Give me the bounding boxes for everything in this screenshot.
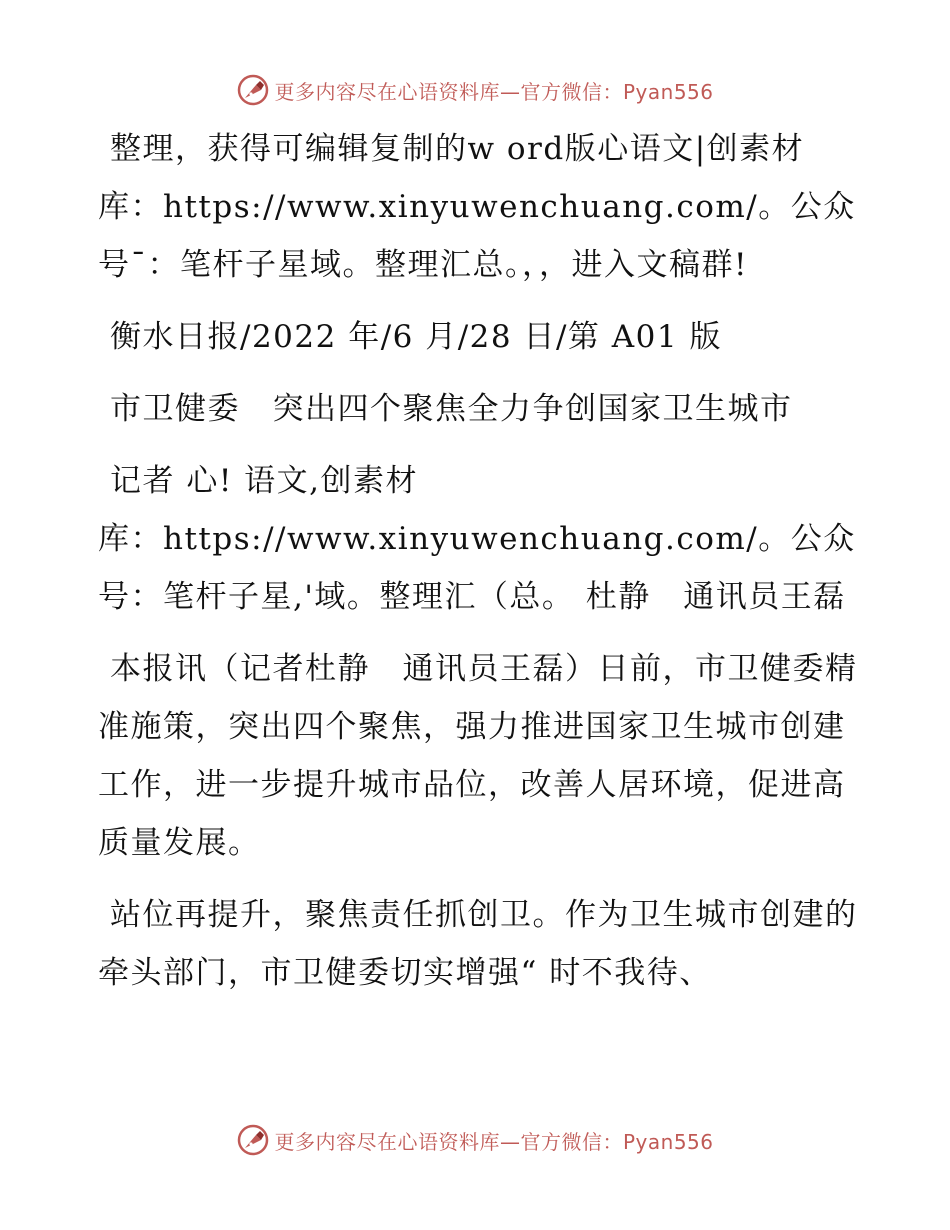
byline-line-2: 库：https://www.xinyuwenchuang.com/。公众号：笔杆子星,'域。整理汇（总。 杜静 通讯员王磊 xyxy=(98,521,856,615)
lead-paragraph: 本报讯（记者杜静 通讯员王磊）日前，市卫健委精准施策，突出四个聚焦，强力推进国家卫生城市创建工作，进一步提升城市品位，改善人居环境，促进高质量发展。 xyxy=(98,651,858,861)
pen-nib-logo-icon xyxy=(236,1123,270,1157)
banner-wechat-id: Pyan556 xyxy=(622,79,714,104)
banner-text xyxy=(274,1126,713,1155)
footer-watermark-banner xyxy=(0,1120,950,1160)
banner-separator: — xyxy=(499,1129,521,1154)
document-body xyxy=(98,120,858,1002)
banner-title: 更多内容尽在心语资料库 xyxy=(274,79,500,104)
banner-wechat-label: 官方微信： xyxy=(520,79,623,104)
article-headline: 市卫健委 突出四个聚焦全力争创国家卫生城市 xyxy=(110,391,793,427)
body-paragraph: 站位再提升，聚焦责任抓创卫。作为卫生城市创建的牵头部门，市卫健委切实增强“ 时不我待、 xyxy=(98,897,858,991)
banner-title: 更多内容尽在心语资料库 xyxy=(274,1129,500,1154)
pen-nib-logo-icon xyxy=(236,73,270,107)
banner-text xyxy=(274,76,713,105)
header-watermark-banner xyxy=(0,70,950,110)
byline-line-1: 记者 心! 语文,创素材 xyxy=(110,463,419,499)
banner-separator: — xyxy=(499,79,521,104)
banner-wechat-id: Pyan556 xyxy=(622,1129,714,1154)
intro-paragraph: 整理，获得可编辑复制的w ord版心语文|创素材库：https://www.xinyuwenchuang.com/。公众号¯：笔杆子星域。整理汇总。，，进入文稿群! xyxy=(98,131,856,283)
dateline: 衡水日报/2022 年/6 月/28 日/第 A01 版 xyxy=(110,319,722,355)
banner-wechat-label: 官方微信： xyxy=(520,1129,623,1154)
